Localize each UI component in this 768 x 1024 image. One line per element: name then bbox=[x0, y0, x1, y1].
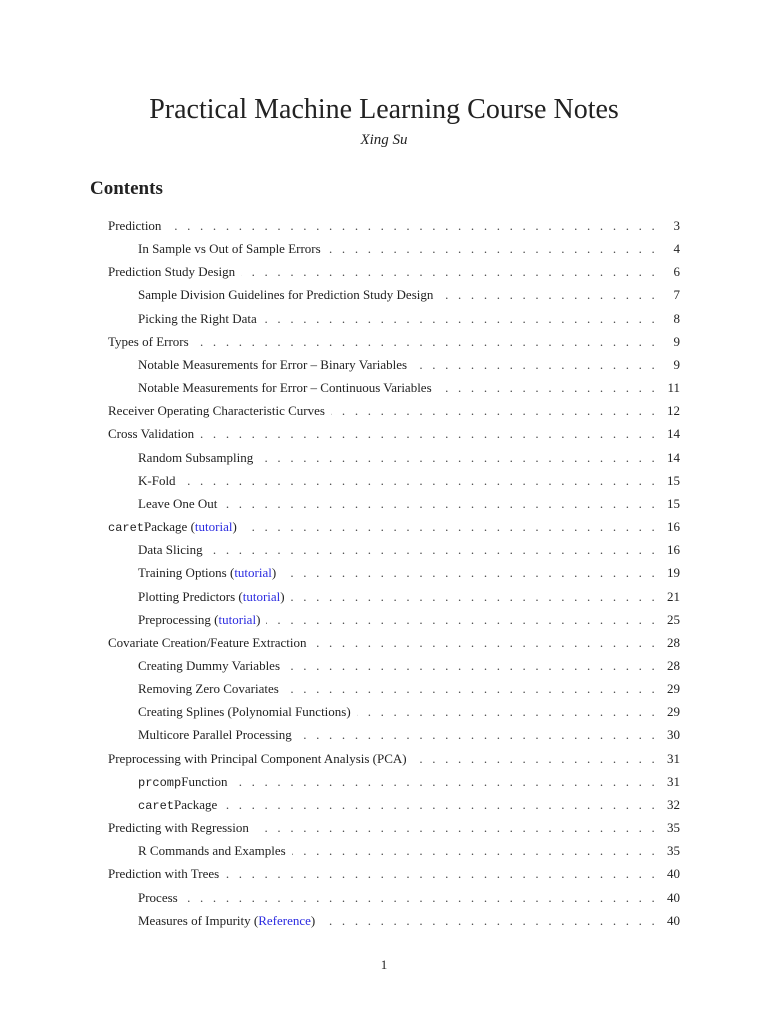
toc-entry[interactable] bbox=[108, 241, 680, 264]
dot-leader bbox=[331, 403, 658, 419]
toc-entry[interactable] bbox=[108, 774, 680, 797]
toc-entry-page: 4 bbox=[673, 241, 680, 257]
toc-entry-title: Predicting with Regression bbox=[108, 820, 249, 836]
toc-entry-page: 3 bbox=[673, 218, 680, 233]
toc-entry-title: ) bbox=[256, 611, 261, 627]
dot-leader bbox=[225, 866, 658, 882]
toc-entry[interactable] bbox=[108, 287, 680, 310]
toc-entry[interactable] bbox=[108, 334, 680, 357]
toc-entry-title: Package bbox=[174, 796, 218, 812]
toc-entry-title: Random Subsampling bbox=[138, 449, 254, 465]
toc-entry-page: 16 bbox=[667, 542, 680, 558]
toc-entry[interactable] bbox=[108, 658, 680, 681]
toc-entry-page: 15 bbox=[667, 495, 680, 511]
dot-leader bbox=[200, 426, 658, 442]
toc-entry-title: ) bbox=[232, 519, 237, 535]
dot-leader bbox=[285, 681, 658, 697]
toc-entry-title: Prediction with Trees bbox=[108, 866, 220, 882]
toc-entry-page: 35 bbox=[667, 820, 680, 836]
dot-leader bbox=[259, 450, 658, 466]
toc-entry-title: ) bbox=[271, 565, 277, 581]
toc-entry-link[interactable]: tutorial bbox=[194, 519, 233, 535]
dot-leader bbox=[413, 357, 658, 373]
toc-entry[interactable] bbox=[108, 565, 680, 588]
dot-leader bbox=[413, 751, 658, 767]
toc-entry-page: 32 bbox=[667, 796, 680, 812]
toc-entry-title: In Sample vs Out of Sample Errors bbox=[138, 241, 321, 257]
toc-entry-title: Function bbox=[181, 773, 228, 789]
toc-entry[interactable] bbox=[108, 403, 680, 426]
toc-entry-page: 15 bbox=[667, 472, 680, 488]
toc-entry[interactable] bbox=[108, 473, 680, 496]
toc-entry-title: Data Slicing bbox=[138, 542, 203, 558]
dot-leader bbox=[209, 542, 658, 558]
toc-entry[interactable] bbox=[108, 311, 680, 334]
toc-entry-page: 28 bbox=[667, 657, 680, 673]
dot-leader bbox=[182, 473, 658, 489]
dot-leader bbox=[298, 727, 658, 743]
toc-entry-page: 14 bbox=[667, 426, 680, 442]
dot-leader bbox=[167, 218, 658, 234]
toc-entry-page: 6 bbox=[673, 264, 680, 280]
dot-leader bbox=[327, 241, 658, 257]
toc-entry-title: Types of Errors bbox=[108, 333, 189, 349]
toc-entry-title: Measures of Impurity ( bbox=[138, 912, 259, 928]
toc-entry-page: 11 bbox=[667, 380, 680, 396]
dot-leader bbox=[439, 287, 658, 303]
toc-entry[interactable] bbox=[108, 612, 680, 635]
dot-leader bbox=[321, 913, 658, 929]
toc-entry-page: 31 bbox=[667, 750, 680, 766]
toc-entry-page: 30 bbox=[667, 727, 680, 743]
toc-entry-page: 40 bbox=[667, 912, 680, 928]
toc-entry-title: Process bbox=[138, 889, 178, 905]
toc-entry-title: Removing Zero Covariates bbox=[138, 681, 279, 697]
dot-leader bbox=[243, 519, 658, 535]
page-number: 1 bbox=[380, 957, 388, 972]
dot-leader bbox=[291, 589, 658, 605]
toc-entry-page: 14 bbox=[667, 449, 680, 465]
toc-entry-title: Leave One Out bbox=[138, 495, 218, 511]
dot-leader bbox=[292, 843, 658, 859]
toc-entry-page: 9 bbox=[673, 333, 680, 349]
toc-entry-code: prcomp bbox=[138, 775, 182, 790]
document-title: Practical Machine Learning Course Notes bbox=[149, 94, 619, 125]
dot-leader bbox=[286, 658, 658, 674]
toc-entry[interactable] bbox=[108, 519, 680, 542]
toc-entry-title: Multicore Parallel Processing bbox=[138, 727, 292, 743]
toc-entry-title: Prediction Study Design bbox=[108, 264, 236, 280]
toc-entry-title: Cross Validation bbox=[108, 426, 195, 442]
dot-leader bbox=[255, 820, 658, 836]
toc-entry-page: 28 bbox=[667, 634, 680, 650]
toc-entry[interactable] bbox=[108, 866, 680, 889]
toc-entry[interactable] bbox=[108, 218, 680, 241]
toc-entry-page: 8 bbox=[673, 310, 680, 326]
toc-entry[interactable] bbox=[108, 635, 680, 658]
toc-entry-title: Notable Measurements for Error – Binary Variables bbox=[138, 356, 408, 372]
dot-leader bbox=[313, 635, 658, 651]
contents-heading: Contents bbox=[90, 178, 163, 199]
dot-leader bbox=[195, 334, 658, 350]
toc-entry-link[interactable]: Reference bbox=[258, 912, 311, 928]
dot-leader bbox=[438, 380, 658, 396]
toc-entry-title: Sample Division Guidelines for Prediction Study Design bbox=[138, 287, 434, 303]
dot-leader bbox=[223, 797, 658, 813]
toc-entry[interactable] bbox=[108, 264, 680, 287]
toc-entry-title: Creating Splines (Polynomial Functions) bbox=[138, 704, 351, 720]
toc-entry-code: caret bbox=[108, 521, 145, 536]
toc-entry-title: Receiver Operating Characteristic Curves bbox=[108, 403, 325, 419]
dot-leader bbox=[223, 496, 658, 512]
toc-entry-title: Covariate Creation/Feature Extraction bbox=[108, 634, 307, 650]
document-author: Xing Su bbox=[360, 132, 408, 148]
toc-entry[interactable] bbox=[108, 589, 680, 612]
dot-leader bbox=[233, 774, 658, 790]
toc-entry[interactable] bbox=[108, 426, 680, 449]
toc-entry-title: Preprocessing ( bbox=[138, 611, 219, 627]
toc-entry[interactable] bbox=[108, 450, 680, 473]
toc-entry-page: 21 bbox=[667, 588, 680, 604]
toc-entry[interactable] bbox=[108, 751, 680, 774]
toc-entry-page: 16 bbox=[667, 519, 680, 535]
toc-entry[interactable] bbox=[108, 727, 680, 750]
toc-entry-link[interactable]: tutorial bbox=[234, 565, 272, 581]
toc-entry-page: 7 bbox=[673, 287, 680, 303]
toc-entry-title: Plotting Predictors ( bbox=[138, 588, 243, 604]
toc-entry[interactable] bbox=[108, 913, 680, 936]
toc-entry-page: 35 bbox=[667, 843, 680, 859]
toc-entry-page: 40 bbox=[667, 866, 680, 882]
dot-leader bbox=[282, 565, 658, 581]
toc-entry-title: R Commands and Examples bbox=[138, 843, 286, 859]
toc-entry-title: K-Fold bbox=[138, 472, 176, 488]
toc-entry[interactable] bbox=[108, 380, 680, 403]
dot-leader bbox=[184, 890, 658, 906]
toc-entry-page: 12 bbox=[667, 403, 680, 419]
toc-entry[interactable] bbox=[108, 496, 680, 519]
toc-entry-page: 25 bbox=[667, 611, 680, 627]
toc-entry[interactable] bbox=[108, 681, 680, 704]
dot-leader bbox=[266, 612, 658, 628]
toc-entry-page: 29 bbox=[667, 704, 680, 720]
toc-entry-page: 31 bbox=[667, 773, 680, 789]
toc-entry-page: 29 bbox=[667, 681, 680, 697]
dot-leader bbox=[263, 311, 658, 327]
toc-entry-title: Training Options ( bbox=[138, 565, 235, 581]
toc-entry[interactable] bbox=[108, 797, 680, 820]
dot-leader bbox=[241, 264, 658, 280]
table-of-contents bbox=[108, 218, 680, 936]
toc-entry-title: Notable Measurements for Error – Continuous Variables bbox=[138, 380, 432, 396]
toc-entry-title: Preprocessing with Principal Component Analysis (PCA) bbox=[108, 750, 407, 766]
toc-entry-page: 9 bbox=[673, 356, 680, 372]
toc-entry[interactable] bbox=[108, 820, 680, 843]
toc-entry-page: 19 bbox=[667, 565, 680, 581]
toc-entry-title: Package ( bbox=[144, 519, 195, 535]
toc-entry-title: Prediction bbox=[108, 218, 162, 233]
toc-entry[interactable] bbox=[108, 843, 680, 866]
toc-entry-code: caret bbox=[138, 798, 175, 813]
toc-entry[interactable] bbox=[108, 357, 680, 380]
toc-entry-link[interactable]: tutorial bbox=[242, 588, 281, 604]
toc-entry-title: Picking the Right Data bbox=[138, 310, 257, 326]
toc-entry-page: 40 bbox=[667, 889, 680, 905]
toc-entry-title: ) bbox=[310, 912, 316, 928]
toc-entry-link[interactable]: tutorial bbox=[218, 611, 257, 627]
toc-entry-title: ) bbox=[280, 588, 285, 604]
toc-entry-title: Creating Dummy Variables bbox=[138, 657, 281, 673]
dot-leader bbox=[357, 704, 658, 720]
toc-entry[interactable] bbox=[108, 542, 680, 565]
toc-entry[interactable] bbox=[108, 890, 680, 913]
toc-entry[interactable] bbox=[108, 704, 680, 727]
